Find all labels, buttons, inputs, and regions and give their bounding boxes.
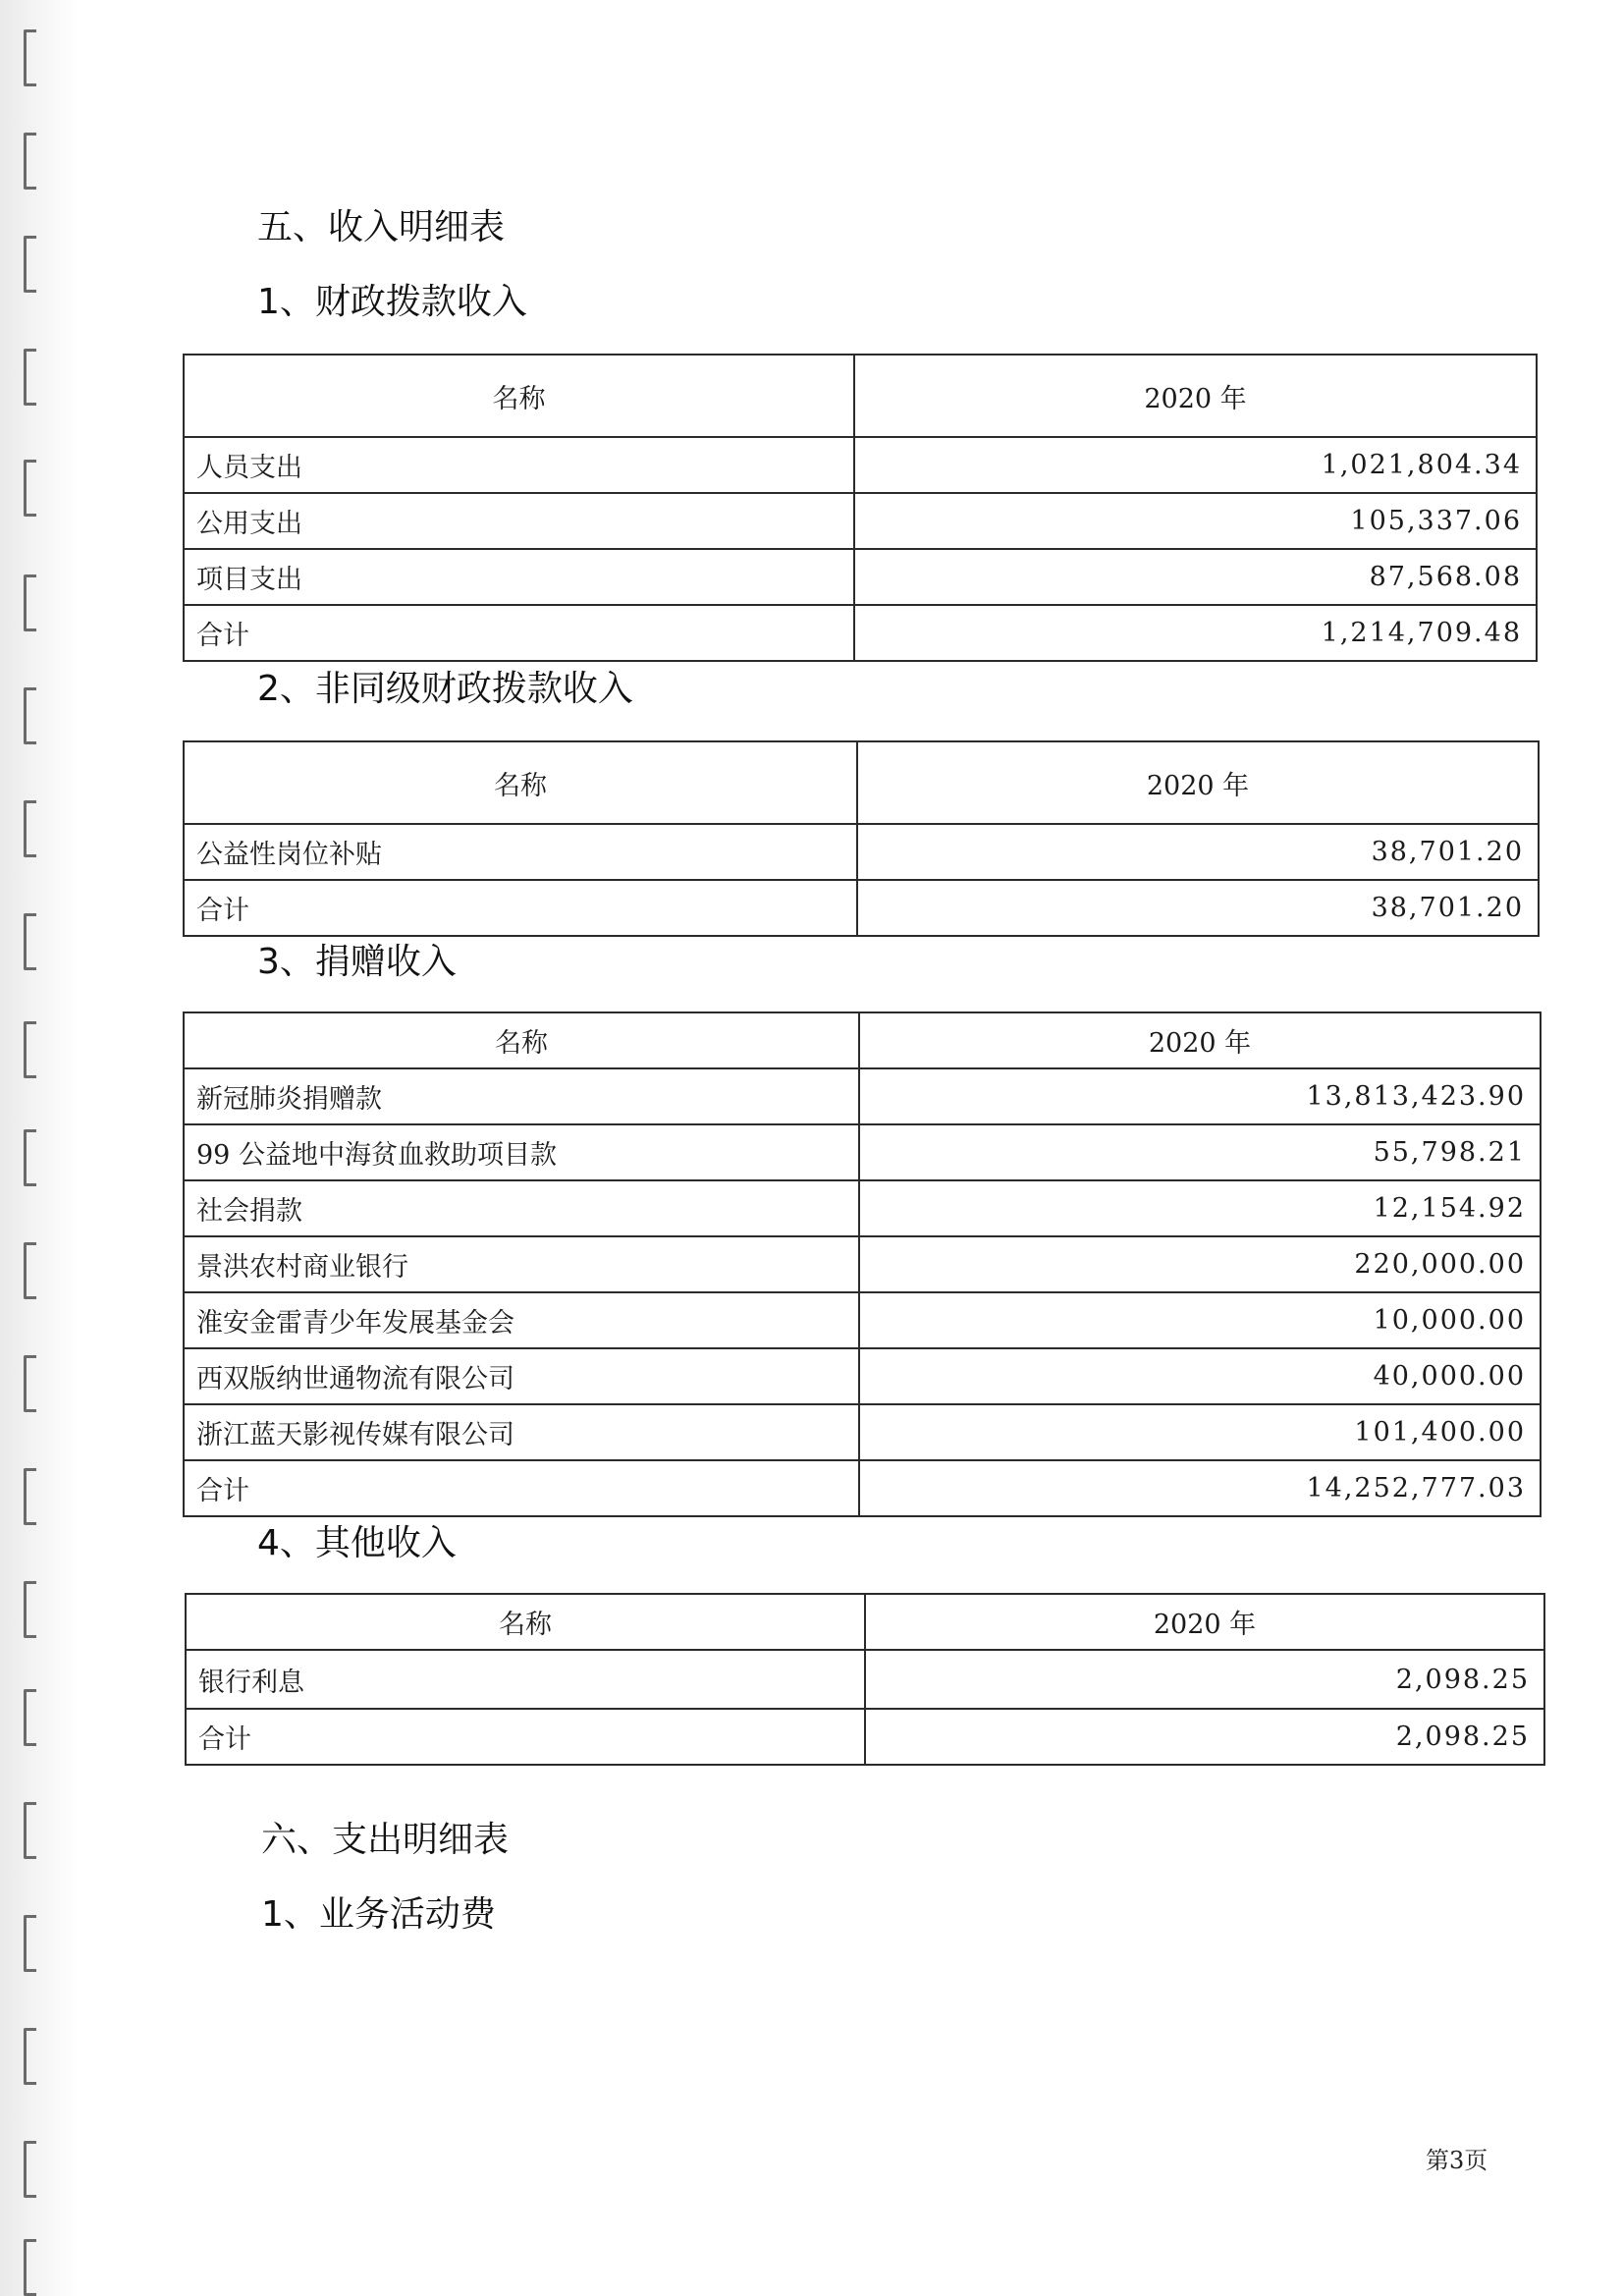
- binding-hole: [24, 349, 36, 406]
- binding-hole: [24, 1915, 36, 1972]
- table-total-row: [184, 1460, 1541, 1516]
- row-name: 合计: [184, 1460, 859, 1516]
- row-name: 浙江蓝天影视传媒有限公司: [184, 1404, 859, 1460]
- table-total-row: [184, 605, 1537, 661]
- column-header-year: 2020 年: [865, 1594, 1544, 1650]
- table-total-row: [184, 880, 1539, 936]
- table-row: [184, 1068, 1541, 1124]
- binding-margin: [0, 0, 79, 2296]
- row-name: 景洪农村商业银行: [184, 1236, 859, 1292]
- column-header-name: 名称: [186, 1594, 865, 1650]
- binding-hole: [24, 29, 36, 86]
- table-header-row: [184, 741, 1539, 824]
- section-heading-income: 五、收入明细表: [257, 207, 506, 247]
- column-header-name: 名称: [184, 1012, 859, 1068]
- binding-hole: [24, 2239, 36, 2296]
- column-header-name: 名称: [184, 741, 857, 824]
- row-amount: 101,400.00: [859, 1404, 1541, 1460]
- binding-hole: [24, 574, 36, 631]
- row-amount: 38,701.20: [857, 880, 1539, 936]
- column-header-year: 2020 年: [859, 1012, 1541, 1068]
- binding-hole: [24, 1242, 36, 1299]
- binding-hole: [24, 1021, 36, 1078]
- row-amount: 87,568.08: [854, 549, 1537, 605]
- binding-hole: [24, 2141, 36, 2198]
- table-row: [184, 549, 1537, 605]
- table-row: [184, 493, 1537, 549]
- table-total-row: [186, 1709, 1544, 1765]
- row-name: 合计: [186, 1709, 865, 1765]
- row-amount: 105,337.06: [854, 493, 1537, 549]
- binding-hole: [24, 2028, 36, 2085]
- row-amount: 14,252,777.03: [859, 1460, 1541, 1516]
- row-name: 淮安金雷青少年发展基金会: [184, 1292, 859, 1348]
- row-name: 99 公益地中海贫血救助项目款: [184, 1124, 859, 1180]
- binding-hole: [24, 133, 36, 190]
- row-name: 公益性岗位补贴: [184, 824, 857, 880]
- row-amount: 55,798.21: [859, 1124, 1541, 1180]
- table-row: [184, 1236, 1541, 1292]
- row-name: 公用支出: [184, 493, 854, 549]
- row-amount: 13,813,423.90: [859, 1068, 1541, 1124]
- nonlevel-income-table: [183, 740, 1540, 937]
- row-name: 项目支出: [184, 549, 854, 605]
- table-row: [184, 1404, 1541, 1460]
- table-header-row: [186, 1594, 1544, 1650]
- binding-hole: [24, 1355, 36, 1412]
- binding-hole: [24, 1689, 36, 1746]
- page-number: 第3页: [1426, 2147, 1488, 2174]
- binding-hole: [24, 236, 36, 293]
- row-name: 银行利息: [186, 1650, 865, 1709]
- binding-hole: [24, 913, 36, 970]
- column-header-name: 名称: [184, 355, 854, 437]
- column-header-year: 2020 年: [857, 741, 1539, 824]
- row-name: 人员支出: [184, 437, 854, 493]
- table-row: [184, 1180, 1541, 1236]
- row-amount: 1,214,709.48: [854, 605, 1537, 661]
- row-amount: 38,701.20: [857, 824, 1539, 880]
- subsection-heading-fiscal: 1、财政拨款收入: [257, 282, 527, 322]
- row-amount: 2,098.25: [865, 1650, 1544, 1709]
- row-name: 西双版纳世通物流有限公司: [184, 1348, 859, 1404]
- section-heading-expense: 六、支出明细表: [261, 1820, 510, 1860]
- binding-hole: [24, 1802, 36, 1859]
- row-name: 新冠肺炎捐赠款: [184, 1068, 859, 1124]
- row-name: 合计: [184, 605, 854, 661]
- table-header-row: [184, 355, 1537, 437]
- row-amount: 10,000.00: [859, 1292, 1541, 1348]
- table-row: [184, 437, 1537, 493]
- row-amount: 220,000.00: [859, 1236, 1541, 1292]
- row-name: 合计: [184, 880, 857, 936]
- binding-hole: [24, 1468, 36, 1525]
- column-header-year: 2020 年: [854, 355, 1537, 437]
- table-row: [184, 824, 1539, 880]
- table-header-row: [184, 1012, 1541, 1068]
- binding-hole: [24, 1581, 36, 1638]
- subsection-heading-nonlevel: 2、非同级财政拨款收入: [257, 669, 633, 709]
- subsection-heading-donation: 3、捐赠收入: [257, 942, 457, 982]
- row-amount: 40,000.00: [859, 1348, 1541, 1404]
- table-row: [184, 1124, 1541, 1180]
- binding-hole: [24, 1129, 36, 1186]
- row-amount: 2,098.25: [865, 1709, 1544, 1765]
- row-amount: 12,154.92: [859, 1180, 1541, 1236]
- subsection-heading-business: 1、业务活动费: [261, 1894, 496, 1935]
- donation-income-table: [183, 1011, 1542, 1517]
- row-amount: 1,021,804.34: [854, 437, 1537, 493]
- table-row: [186, 1650, 1544, 1709]
- table-row: [184, 1348, 1541, 1404]
- table-row: [184, 1292, 1541, 1348]
- fiscal-income-table: [183, 354, 1538, 662]
- row-name: 社会捐款: [184, 1180, 859, 1236]
- binding-hole: [24, 687, 36, 744]
- binding-hole: [24, 800, 36, 857]
- binding-hole: [24, 460, 36, 517]
- subsection-heading-other: 4、其他收入: [257, 1523, 457, 1563]
- other-income-table: [185, 1593, 1545, 1766]
